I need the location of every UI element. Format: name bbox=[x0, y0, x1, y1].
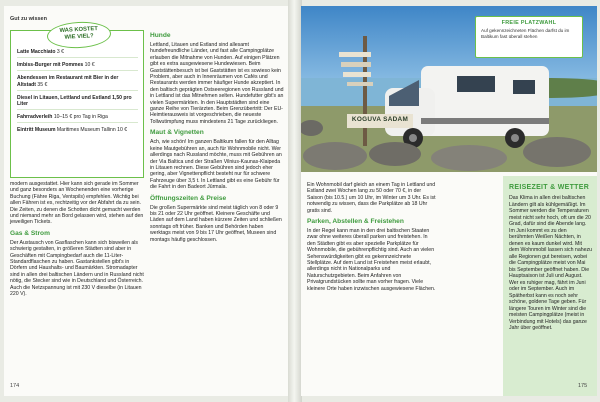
cost-row bbox=[17, 62, 138, 71]
cost-value: 3 € bbox=[56, 49, 65, 55]
cost-list bbox=[17, 49, 138, 140]
cost-infobox bbox=[10, 26, 144, 178]
cost-value: Maritimes Museum Tallinn 10 € bbox=[56, 127, 128, 134]
book-gutter bbox=[288, 0, 302, 402]
cost-label: Latte Macchiato bbox=[17, 49, 56, 55]
cost-label: Eintritt Museum bbox=[17, 127, 56, 134]
cost-row bbox=[17, 127, 138, 135]
cost-title-line2: WIE VIEL? bbox=[64, 32, 94, 41]
page-number: 174 bbox=[10, 383, 20, 389]
paragraph: Die großen Supermärkte sind meist täglich von 8 oder 9 bis 21 oder 22 Uhr geöffnet. Kleinere Geschäfte und Läden auf dem Land haben kürzere Zeiten und schließen sonntags oft früher. Banken und Behörden haben werktags meist von 9 bis 17 Uhr geöffnet, Museen sind montags häufig geschlossen. bbox=[150, 204, 282, 243]
photo-callout bbox=[475, 16, 583, 58]
weather-infobox bbox=[503, 176, 597, 396]
weather-title: REISEZEIT & WETTER bbox=[509, 184, 590, 191]
paragraph: Ach, wie schön! Im ganzen Baltikum fallen für den Alltag keine Mautgebühren an, auch für Wohnmobile nicht. Wer allerdings nach Russland möchte, muss mit Gebühren an der Via Baltica und der Straßen Vilnius-Kaunas-Klaipeda in Litauen rechnen. Diese Gebühren sind jedoch eher gering, aber Vignettenpflicht besteht nur für schwere Fahrzeuge über 3,5 t. In Lettland gibt es eine Gebühr für die Fahrt in den Badeort Jūrmala. bbox=[150, 139, 282, 191]
running-head: Gut zu wissen bbox=[10, 16, 47, 22]
cost-row bbox=[17, 75, 138, 90]
callout-body: Auf gekennzeichneten Flächen darfst du im Baltikum fast überall stehen bbox=[481, 28, 570, 39]
cost-row bbox=[17, 49, 138, 58]
section-heading: Parken, Abstellen & Freistehen bbox=[307, 218, 404, 226]
harbor-sign-text: KOGUVA SADAM bbox=[351, 116, 409, 123]
left-column-2 bbox=[150, 32, 284, 246]
cost-label: Imbiss-Burger mit Pommes bbox=[17, 62, 84, 69]
paragraph: Der Austausch von Gasflaschen kann sich bisweilen als schwierig gestalten, in größeren Städten sind aber in Geschäften mit Campingbedarf auch die 11-Liter-Standardflaschen zu haben. Gastankstellen gibt's in Dörfern und Haushalts- und Baumärkten. Stromadapter sind in allen drei baltischen Ländern und in Russland nicht nötig, die Stecker sind wie in Deutschland und Österreich. Auch die Netzspannung ist mit 230 V dieselbe (in Litauen 220 V). bbox=[10, 239, 144, 298]
weather-body: Das Klima in allen drei baltischen Ländern gilt als kühlgemäßigt. Im Sommer werden die Temperaturen meist nicht sehr hoch, oft um die 20 Grad, dafür sind die Abende lang. Im Juni kommt es zu den berühmten Weißen Nächten, in denen es kaum dunkel wird. Mit dem Wohnmobil lassen sich nahezu alle Regionen gut bereisen, wobei die Campingplätze meist von Mai bis September geöffnet haben. Die Hauptsaison ist Juli und August. Wer es ruhiger mag, fährt im Juni oder im September. Auch im Spätherbst kann es noch sehr schöne, goldene Tage geben. Für längere Touren im Winter sind die meisten Campingplätze (meist in Verbindung mit Hotels) das ganze Jahr über geöffnet. bbox=[509, 195, 592, 331]
cost-value: 35 € bbox=[37, 81, 48, 88]
cost-label: Diesel in Litauen, Lettland und Estland 1,50 pro Liter bbox=[17, 94, 132, 108]
cost-title-line1: WAS KOSTET bbox=[59, 26, 99, 35]
cost-value: 10–15 € pro Tag in Riga bbox=[53, 114, 108, 121]
paragraph: In der Regel kann man in den drei baltischen Staaten zwar ohne weiteres überall parken und freistehen. In den Städten gibt es aber spezielle Parkplätze für Wohnmobile, die gebührenpflichtig sind. Auch an vielen Sehenswürdigkeiten gibt es gekennzeichnete Stellplätze. Auf dem Land ist Freistehen meist erlaubt, allerdings nicht in Nationalparks und Naturschutzgebieten. Beim Anfahren von Privatgrundstücken sollte man vorher fragen. Viele kleinere Orte haben inzwischen ausgewiesene Flächen. bbox=[307, 228, 436, 292]
cost-label: Abendessen im Restaurant mit Bier in der Altstadt bbox=[17, 75, 119, 88]
section-heading: Maut & Vignetten bbox=[150, 129, 204, 137]
camper-photo bbox=[301, 6, 597, 172]
cost-row bbox=[17, 95, 138, 110]
section-heading: Öffnungszeiten & Preise bbox=[150, 194, 227, 202]
cost-box-title bbox=[46, 20, 111, 49]
paragraph: Lettland, Litauen und Estland sind allesamt hundefreundliche Länder, und fast alle Campingplätze erlauben die Mitnahme von Hunden. Auf einigen Plätzen gibt es extra ausgewiesene Hundewiesen. Beim Gaststättenbesuch ist bei Gaststätten ist es sowieso kein Problem, aber auch in Innenräumen von Cafés und Restaurants werden immer häufiger Hunde akzeptiert. In den baltisch geprägten Ostseeregionen von Russland und in Lettland ist das Mitnehmen selten. Hundefutter gibt's an vielen Supermärkten. In den Hauptstädten sind eine ganze Reihe von Tierärzten. Beim Grenzübertritt: Der EU-Heimtierausweis ist vorgeschrieben, die neueste Tollwutimpfung muss mindestens 21 Tage zurückliegen. bbox=[150, 42, 284, 125]
callout-title: FREIE PLATZWAHL bbox=[501, 20, 557, 26]
right-page bbox=[301, 6, 597, 396]
page-number: 175 bbox=[578, 383, 588, 389]
left-page bbox=[4, 6, 290, 396]
cost-label: Fahrradverleih bbox=[17, 114, 53, 121]
cost-row bbox=[17, 114, 138, 123]
section-heading: Gas & Strom bbox=[10, 229, 50, 237]
paragraph: modern ausgestattet. Hier kann sich gerade im Sommer und ganz besonders an Wochenenden eine vorherige Buchung (Fähre Riga, Ventspils) empfehlen. Wichtig bei allen Fähren ist es, rechtzeitig vor der Abfahrt da zu sein. Die Zeiten, zu denen die Schotten dicht gemacht werden und niemand mehr an Bord gelassen wird, stehen auf den jeweiligen Tickets. bbox=[10, 181, 144, 226]
section-heading: Hunde bbox=[150, 32, 171, 39]
cost-value: 10 € bbox=[84, 62, 95, 69]
paragraph: Ein Wohnmobil darf gleich an einem Tag in Lettland und Estland zwei Wochen lang zu 50 oder 70 €, in der Saison (bis 10.5.) um 10 Uhr, im Winter um 3 Uhr. Es ist notwendig zu wissen, dass die Parkplätze ab 18 Uhr gratis sind. bbox=[307, 182, 436, 214]
left-column-1 bbox=[10, 181, 144, 301]
right-column-1 bbox=[307, 182, 437, 295]
